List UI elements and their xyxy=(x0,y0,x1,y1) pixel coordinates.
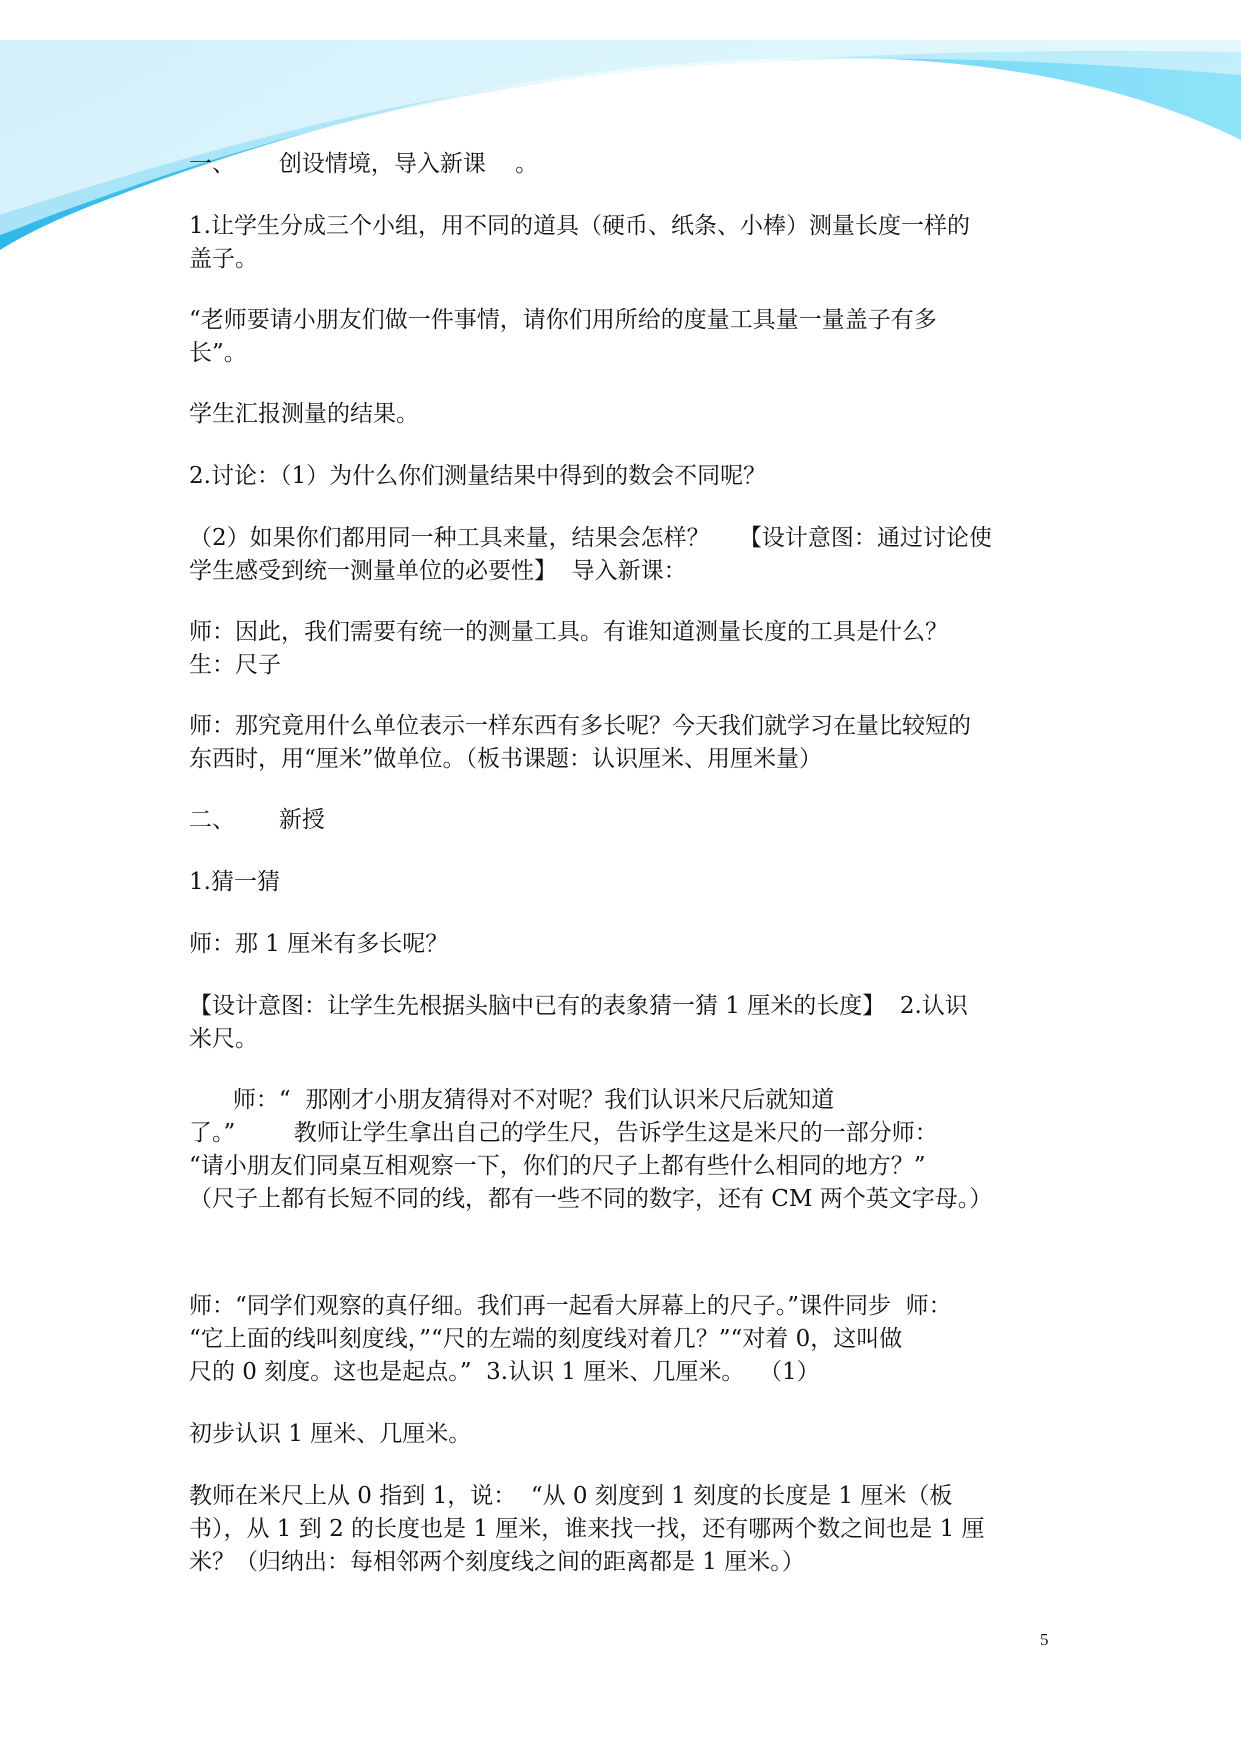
paragraph: 初步认识 1 厘米、几厘米。 xyxy=(189,1421,472,1447)
page-number: 5 xyxy=(1040,1630,1049,1649)
paragraph: 2.讨论：（1）为什么你们测量结果中得到的数会不同呢？ xyxy=(189,463,767,489)
paragraph: 师：那究竟用什么单位表示一样东西有多长呢？今天我们就学习在量比较短的 东西时，用“厘米”做单位。（板书课题：认识厘米、用厘米量） xyxy=(189,713,971,772)
paragraph: 1.让学生分成三个小组，用不同的道具（硬币、纸条、小棒）测量长度一样的 盖子。 xyxy=(189,213,970,272)
paragraph: 师：“同学们观察的真仔细。我们再一起看大屏幕上的尺子。”课件同步 师： “它上面的线叫刻度线，”“尺的左端的刻度线对着几？”“对着 0，这叫做 尺的 0 刻度。这也是起点。” 3.认识 1 厘米、几厘米。 （1） xyxy=(189,1293,952,1385)
paragraph: 师：“ 那刚才小朋友猜得对不对呢？我们认识米尺后就知道 了。” 教师让学生拿出自己的学生尺，告诉学生这是米尺的一部分师： “请小朋友们同桌互相观察一下，你们的尺子上都有些什么相同的地方？” （尺子上都有长短不同的线，都有一些不同的数字，还有 CM 两个英文字母。） xyxy=(189,1087,993,1212)
paragraph: 二、 新授 xyxy=(189,807,325,833)
paragraph: “老师要请小朋友们做一件事情，请你们用所给的度量工具量一量盖子有多 长”。 xyxy=(189,307,937,366)
paragraph: （2）如果你们都用同一种工具来量，结果会怎样？ 【设计意图：通过讨论使 学生感受到统一测量单位的必要性】 导入新课： xyxy=(189,525,992,584)
paragraph: 【设计意图：让学生先根据头脑中已有的表象猜一猜 1 厘米的长度】 2.认识 米尺。 xyxy=(189,993,968,1052)
paragraph: 一、 创设情境，导入新课 。 xyxy=(189,151,539,177)
paragraph: 1.猜一猜 xyxy=(189,869,280,895)
paragraph: 师：因此，我们需要有统一的测量工具。有谁知道测量长度的工具是什么？ 生：尺子 xyxy=(189,619,948,678)
paragraph: 学生汇报测量的结果。 xyxy=(189,401,419,427)
paragraph: 教师在米尺上从 0 指到 1，说： “从 0 刻度到 1 刻度的长度是 1 厘米（板 书），从 1 到 2 的长度也是 1 厘米，谁来找一找，还有哪两个数之间也是 1 厘 米？（归纳出：每相邻两个刻度线之间的距离都是 1 厘米。） xyxy=(189,1483,985,1575)
paragraph: 师：那 1 厘米有多长呢？ xyxy=(189,931,449,957)
